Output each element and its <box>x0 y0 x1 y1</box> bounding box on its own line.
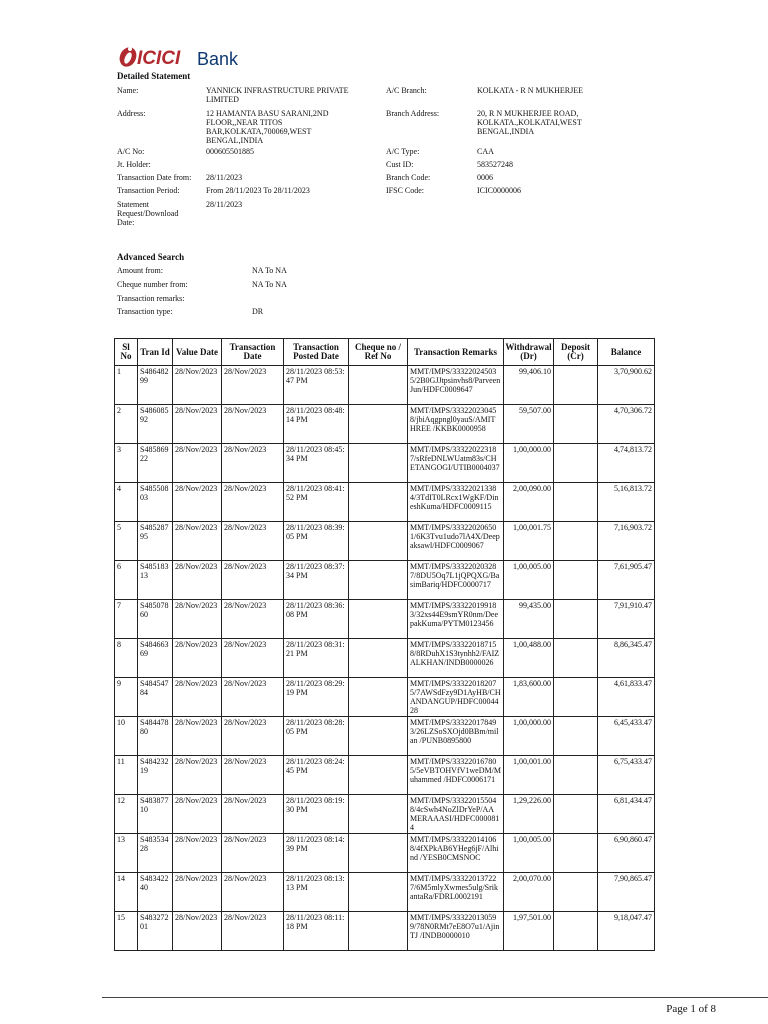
cell-sl-no: 11 <box>115 756 138 795</box>
cell-deposit <box>554 678 598 717</box>
cell-balance: 7,16,903.72 <box>598 522 655 561</box>
cell-remarks: MMT/IMPS/333220199183/32xs44E9smYR0nm/DeepakKuma/PYTM0123456 <box>408 600 504 639</box>
cell-posted-date: 28/11/2023 08:29:19 PM <box>284 678 349 717</box>
table-row <box>115 483 655 522</box>
type-value: DR <box>252 307 264 316</box>
cell-cheque-ref <box>349 483 408 522</box>
cell-posted-date: 28/11/2023 08:53:47 PM <box>284 366 349 405</box>
cell-tran-id: S48466369 <box>138 639 173 678</box>
transactions-table <box>114 338 655 951</box>
address-label: Address: <box>117 109 146 118</box>
branch-code-value: 0006 <box>477 173 493 182</box>
cell-tran-id: S48342240 <box>138 873 173 912</box>
cell-balance: 3,70,900.62 <box>598 366 655 405</box>
table-row <box>115 678 655 717</box>
cell-transaction-date: 28/Nov/2023 <box>222 834 284 873</box>
table-row <box>115 873 655 912</box>
table-row <box>115 834 655 873</box>
cell-cheque-ref <box>349 561 408 600</box>
cell-withdrawal: 99,406.10 <box>504 366 554 405</box>
document-title: Detailed Statement <box>117 71 191 81</box>
col-header-tran-id: Tran Id <box>138 339 173 366</box>
branch-code-label: Branch Code: <box>386 173 431 182</box>
cust-id-label: Cust ID: <box>386 160 414 169</box>
cell-deposit <box>554 405 598 444</box>
table-row <box>115 795 655 834</box>
cell-posted-date: 28/11/2023 08:14:39 PM <box>284 834 349 873</box>
cell-value-date: 28/Nov/2023 <box>173 405 222 444</box>
col-header-transaction-date: Transaction Date <box>222 339 284 366</box>
cell-withdrawal: 1,97,501.00 <box>504 912 554 951</box>
amount-label: Amount from: <box>117 266 163 275</box>
advanced-search-title: Advanced Search <box>117 252 185 262</box>
table-row <box>115 522 655 561</box>
cell-value-date: 28/Nov/2023 <box>173 834 222 873</box>
cell-value-date: 28/Nov/2023 <box>173 522 222 561</box>
cell-transaction-date: 28/Nov/2023 <box>222 444 284 483</box>
cell-transaction-date: 28/Nov/2023 <box>222 873 284 912</box>
cell-balance: 6,81,434.47 <box>598 795 655 834</box>
cell-sl-no: 1 <box>115 366 138 405</box>
cell-cheque-ref <box>349 639 408 678</box>
cell-balance: 5,16,813.72 <box>598 483 655 522</box>
cell-sl-no: 12 <box>115 795 138 834</box>
cell-deposit <box>554 444 598 483</box>
cell-posted-date: 28/11/2023 08:39:05 PM <box>284 522 349 561</box>
cell-transaction-date: 28/Nov/2023 <box>222 912 284 951</box>
cell-value-date: 28/Nov/2023 <box>173 600 222 639</box>
cell-posted-date: 28/11/2023 08:31:21 PM <box>284 639 349 678</box>
jt-holder-label: Jt. Holder: <box>117 160 151 169</box>
cell-cheque-ref <box>349 717 408 756</box>
cell-tran-id: S48353428 <box>138 834 173 873</box>
cell-sl-no: 4 <box>115 483 138 522</box>
cell-balance: 8,86,345.47 <box>598 639 655 678</box>
cell-sl-no: 5 <box>115 522 138 561</box>
cell-value-date: 28/Nov/2023 <box>173 561 222 600</box>
col-header-value-date: Value Date <box>173 339 222 366</box>
cheque-value: NA To NA <box>252 280 287 289</box>
col-header-sl-no: Sl No <box>115 339 138 366</box>
cell-remarks: MMT/IMPS/333220178493/26LZSoSXOjd0BBm/milan /PUNB0895800 <box>408 717 504 756</box>
cell-tran-id: S48518313 <box>138 561 173 600</box>
cell-deposit <box>554 561 598 600</box>
cell-withdrawal: 99,435.00 <box>504 600 554 639</box>
cell-balance: 7,61,905.47 <box>598 561 655 600</box>
stmt-date-label: Statement Request/Download Date: <box>117 200 179 227</box>
cell-sl-no: 13 <box>115 834 138 873</box>
cell-remarks: MMT/IMPS/333220206501/6K3Tvu1udo7lA4X/Deepaksawl/HDFC0009067 <box>408 522 504 561</box>
advanced-search <box>0 0 768 330</box>
cell-posted-date: 28/11/2023 08:28:05 PM <box>284 717 349 756</box>
cell-value-date: 28/Nov/2023 <box>173 444 222 483</box>
cell-sl-no: 10 <box>115 717 138 756</box>
tx-date-from-label: Transaction Date from: <box>117 173 192 182</box>
cell-transaction-date: 28/Nov/2023 <box>222 678 284 717</box>
cell-withdrawal: 1,00,488.00 <box>504 639 554 678</box>
cell-cheque-ref <box>349 834 408 873</box>
table-row <box>115 405 655 444</box>
col-header-deposit: Deposit (Cr) <box>554 339 598 366</box>
cell-transaction-date: 28/Nov/2023 <box>222 483 284 522</box>
cell-value-date: 28/Nov/2023 <box>173 639 222 678</box>
cell-cheque-ref <box>349 405 408 444</box>
cell-posted-date: 28/11/2023 08:37:34 PM <box>284 561 349 600</box>
col-header-remarks: Transaction Remarks <box>408 339 504 366</box>
cell-transaction-date: 28/Nov/2023 <box>222 717 284 756</box>
cell-deposit <box>554 834 598 873</box>
cell-posted-date: 28/11/2023 08:48:14 PM <box>284 405 349 444</box>
cell-sl-no: 7 <box>115 600 138 639</box>
cell-remarks: MMT/IMPS/333220187158/8RDuhX1S3tynhh2/FAIZALKHAN/INDB0000026 <box>408 639 504 678</box>
cell-value-date: 28/Nov/2023 <box>173 678 222 717</box>
cell-deposit <box>554 483 598 522</box>
cell-value-date: 28/Nov/2023 <box>173 873 222 912</box>
cell-deposit <box>554 756 598 795</box>
cell-balance: 6,90,860.47 <box>598 834 655 873</box>
amount-value: NA To NA <box>252 266 287 275</box>
cell-remarks: MMT/IMPS/333220203287/8DU5Oq7L1jQPQXG/BasimBariq/HDFC0000717 <box>408 561 504 600</box>
cell-transaction-date: 28/Nov/2023 <box>222 522 284 561</box>
cell-cheque-ref <box>349 795 408 834</box>
cell-transaction-date: 28/Nov/2023 <box>222 600 284 639</box>
cell-sl-no: 15 <box>115 912 138 951</box>
cell-transaction-date: 28/Nov/2023 <box>222 639 284 678</box>
branch-value: KOLKATA - R N MUKHERJEE <box>477 86 584 95</box>
cell-deposit <box>554 366 598 405</box>
ac-type-value: CAA <box>477 147 494 156</box>
cell-deposit <box>554 717 598 756</box>
cell-tran-id: S48327201 <box>138 912 173 951</box>
cell-tran-id: S48507860 <box>138 600 173 639</box>
ifsc-label: IFSC Code: <box>386 186 425 195</box>
branch-address-label: Branch Address: <box>386 109 440 118</box>
cell-value-date: 28/Nov/2023 <box>173 756 222 795</box>
tx-period-value: From 28/11/2023 To 28/11/2023 <box>206 186 310 195</box>
cell-posted-date: 28/11/2023 08:36:08 PM <box>284 600 349 639</box>
cell-tran-id: S48387710 <box>138 795 173 834</box>
transactions-body <box>115 366 655 951</box>
cell-cheque-ref <box>349 366 408 405</box>
cell-sl-no: 8 <box>115 639 138 678</box>
table-row <box>115 366 655 405</box>
cell-balance: 6,75,433.47 <box>598 756 655 795</box>
cell-value-date: 28/Nov/2023 <box>173 483 222 522</box>
table-row <box>115 444 655 483</box>
cell-tran-id: S48423219 <box>138 756 173 795</box>
cell-withdrawal: 1,00,000.00 <box>504 717 554 756</box>
branch-label: A/C Branch: <box>386 86 427 95</box>
cell-deposit <box>554 873 598 912</box>
cell-withdrawal: 1,29,226.00 <box>504 795 554 834</box>
remarks-label: Transaction remarks: <box>117 294 185 303</box>
cell-withdrawal: 1,00,001.75 <box>504 522 554 561</box>
cell-deposit <box>554 912 598 951</box>
cell-posted-date: 28/11/2023 08:19:30 PM <box>284 795 349 834</box>
ifsc-value: ICIC0000006 <box>477 186 521 195</box>
table-row <box>115 561 655 600</box>
cell-cheque-ref <box>349 444 408 483</box>
cell-remarks: MMT/IMPS/333220167805/5eVBTOHVfV1weDM/Muhammed /HDFC0006171 <box>408 756 504 795</box>
cell-remarks: MMT/IMPS/333220245035/2B0GJJtpsinvhs8/ParveenJun/HDFC0009647 <box>408 366 504 405</box>
cell-value-date: 28/Nov/2023 <box>173 366 222 405</box>
table-header-row <box>115 339 655 366</box>
table-row <box>115 912 655 951</box>
ac-no-value: 000605501885 <box>206 147 254 156</box>
cell-posted-date: 28/11/2023 08:41:52 PM <box>284 483 349 522</box>
cell-sl-no: 9 <box>115 678 138 717</box>
cell-transaction-date: 28/Nov/2023 <box>222 756 284 795</box>
table-row <box>115 717 655 756</box>
cell-deposit <box>554 600 598 639</box>
cell-balance: 4,74,813.72 <box>598 444 655 483</box>
cell-sl-no: 2 <box>115 405 138 444</box>
cell-transaction-date: 28/Nov/2023 <box>222 366 284 405</box>
cell-tran-id: S48608592 <box>138 405 173 444</box>
footer-divider <box>102 997 768 998</box>
cell-balance: 4,70,306.72 <box>598 405 655 444</box>
cell-remarks: MMT/IMPS/333220137227/6M5mlyXwmes5ulg/SrikantaRa/FDRL0002191 <box>408 873 504 912</box>
cell-tran-id: S48648299 <box>138 366 173 405</box>
table-row <box>115 600 655 639</box>
cell-withdrawal: 2,00,090.00 <box>504 483 554 522</box>
cell-withdrawal: 1,00,001.00 <box>504 756 554 795</box>
cell-remarks: MMT/IMPS/333220155048/4cSwh4NoZlDrYeP/AAMERAAASI/HDFC0000814 <box>408 795 504 834</box>
cell-withdrawal: 1,00,000.00 <box>504 444 554 483</box>
cell-remarks: MMT/IMPS/333220130599/78N0RMt7eE8O7u1/AjinTJ /INDB0000010 <box>408 912 504 951</box>
ac-type-label: A/C Type: <box>386 147 420 156</box>
cell-tran-id: S48447880 <box>138 717 173 756</box>
cell-value-date: 28/Nov/2023 <box>173 795 222 834</box>
cust-id-value: 583527248 <box>477 160 513 169</box>
stmt-date-value: 28/11/2023 <box>206 200 243 209</box>
cell-cheque-ref <box>349 600 408 639</box>
cell-balance: 7,90,865.47 <box>598 873 655 912</box>
page-number: Page 1 of 8 <box>666 1003 716 1015</box>
address-value: 12 HAMANTA BASU SARANI,2ND FLOOR,,NEAR TITOS BAR,KOLKATA,700069,WEST BENGAL,INDIA <box>206 109 329 145</box>
cell-posted-date: 28/11/2023 08:13:13 PM <box>284 873 349 912</box>
cell-balance: 7,91,910.47 <box>598 600 655 639</box>
cell-transaction-date: 28/Nov/2023 <box>222 795 284 834</box>
cell-transaction-date: 28/Nov/2023 <box>222 561 284 600</box>
cell-withdrawal: 1,83,600.00 <box>504 678 554 717</box>
cell-withdrawal: 2,00,070.00 <box>504 873 554 912</box>
cell-cheque-ref <box>349 873 408 912</box>
cell-posted-date: 28/11/2023 08:11:18 PM <box>284 912 349 951</box>
cell-cheque-ref <box>349 912 408 951</box>
ac-no-label: A/C No: <box>117 147 145 156</box>
cell-value-date: 28/Nov/2023 <box>173 912 222 951</box>
logo-bank-text: Bank <box>197 49 239 69</box>
cell-withdrawal: 59,507.00 <box>504 405 554 444</box>
cell-tran-id: S48528795 <box>138 522 173 561</box>
cell-withdrawal: 1,00,005.00 <box>504 561 554 600</box>
col-header-balance: Balance <box>598 339 655 366</box>
cell-balance: 6,45,433.47 <box>598 717 655 756</box>
tx-date-from-value: 28/11/2023 <box>206 173 243 182</box>
cell-cheque-ref <box>349 756 408 795</box>
cell-balance: 9,18,047.47 <box>598 912 655 951</box>
cell-tran-id: S48586922 <box>138 444 173 483</box>
col-header-cheque-ref: Cheque no / Ref No <box>349 339 408 366</box>
col-header-withdrawal: Withdrawal (Dr) <box>504 339 554 366</box>
cell-cheque-ref <box>349 678 408 717</box>
cell-tran-id: S48550803 <box>138 483 173 522</box>
cell-remarks: MMT/IMPS/333220141068/4fXPkAB6YHeg6jF/Alhind /YESB0CMSNOC <box>408 834 504 873</box>
cell-withdrawal: 1,00,005.00 <box>504 834 554 873</box>
table-row <box>115 756 655 795</box>
cell-sl-no: 14 <box>115 873 138 912</box>
cell-cheque-ref <box>349 522 408 561</box>
cell-remarks: MMT/IMPS/333220182075/7AWSdFzy9D1AyHB/CHANDANGUP/HDFC0004428 <box>408 678 504 717</box>
cell-remarks: MMT/IMPS/333220213384/3TdIT0LRcx1WgKF/DineshKuma/HDFC0009115 <box>408 483 504 522</box>
name-label: Name: <box>117 86 139 95</box>
cell-posted-date: 28/11/2023 08:45:34 PM <box>284 444 349 483</box>
cell-tran-id: S48454784 <box>138 678 173 717</box>
type-label: Transaction type: <box>117 307 173 316</box>
cell-deposit <box>554 795 598 834</box>
table-row <box>115 639 655 678</box>
cheque-label: Cheque number from: <box>117 280 188 289</box>
cell-posted-date: 28/11/2023 08:24:45 PM <box>284 756 349 795</box>
tx-period-label: Transaction Period: <box>117 186 180 195</box>
cell-value-date: 28/Nov/2023 <box>173 717 222 756</box>
branch-address-value: 20, R N MUKHERJEE ROAD, KOLKATA.,KOLKATAI,WEST BENGAL,INDIA <box>477 109 582 136</box>
cell-remarks: MMT/IMPS/333220230458/jbiAqgpngl0yauS/AMITHREE /KKBK0000958 <box>408 405 504 444</box>
cell-transaction-date: 28/Nov/2023 <box>222 405 284 444</box>
cell-deposit <box>554 522 598 561</box>
cell-remarks: MMT/IMPS/333220223187/sRfeDNLWUatm83s/CHETANGOGI/UTIB0004037 <box>408 444 504 483</box>
cell-deposit <box>554 639 598 678</box>
cell-sl-no: 6 <box>115 561 138 600</box>
logo-icici-text: ICICI <box>137 48 181 69</box>
name-value: YANNICK INFRASTRUCTURE PRIVATE LIMITED <box>206 86 349 104</box>
col-header-posted-date: Transaction Posted Date <box>284 339 349 366</box>
cell-balance: 4,61,833.47 <box>598 678 655 717</box>
cell-sl-no: 3 <box>115 444 138 483</box>
